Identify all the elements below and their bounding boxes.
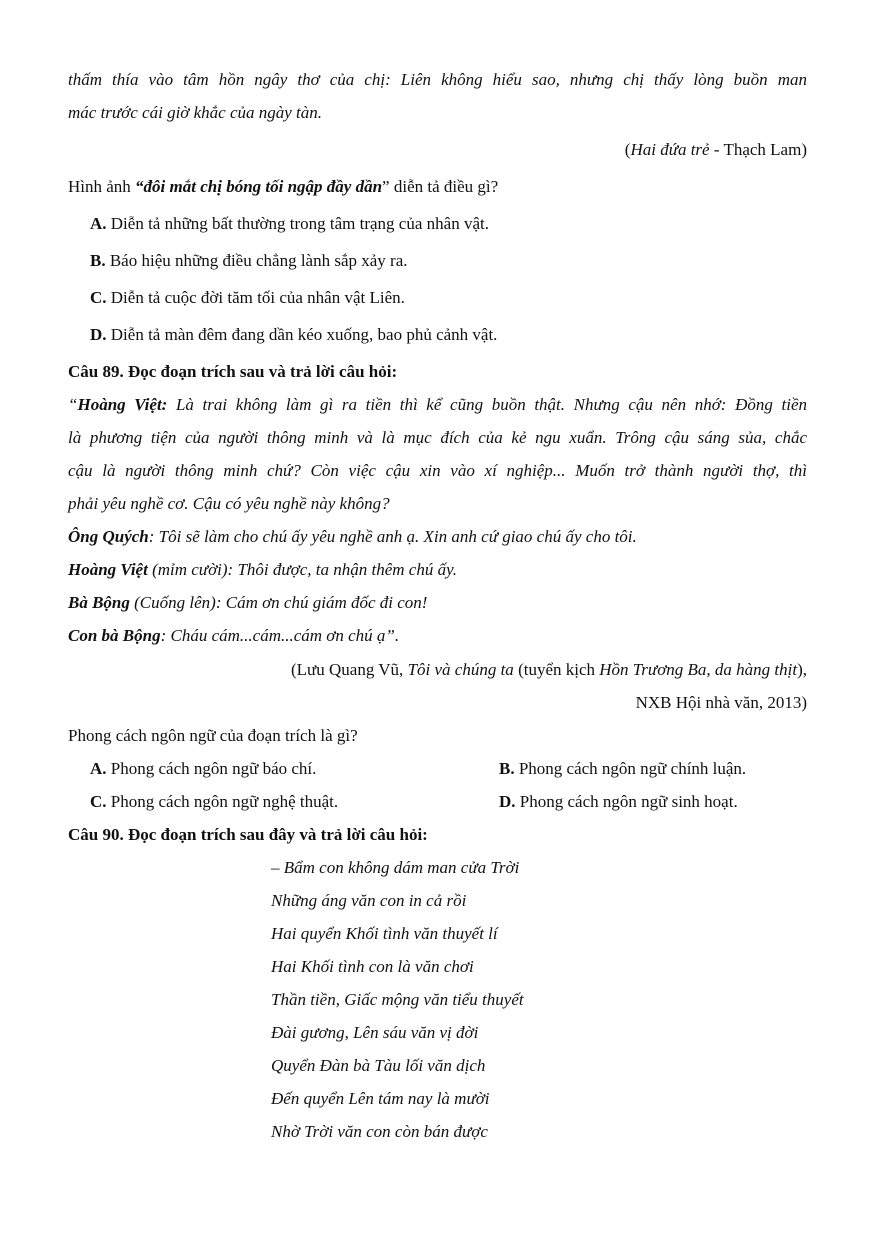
question-heading: Câu 89. Đọc đoạn trích sau và trả lời câu hỏi: xyxy=(68,362,398,381)
poem-line: Những áng văn con in cả rồi xyxy=(271,891,467,910)
answer-option-c[interactable]: C. Phong cách ngôn ngữ nghệ thuật. xyxy=(90,792,339,811)
answer-option-a[interactable]: A. Diễn tả những bất thường trong tâm trạng của nhân vật. xyxy=(90,214,489,233)
poem-line: Quyển Đàn bà Tàu lối văn dịch xyxy=(271,1056,486,1075)
poem-line: Nhờ Trời văn con còn bán được xyxy=(271,1122,488,1141)
answer-option-d[interactable]: D. Phong cách ngôn ngữ sinh hoạt. xyxy=(499,792,738,811)
poem-line: Hai quyển Khối tình văn thuyết lí xyxy=(271,924,498,943)
poem-line: Hai Khối tình con là văn chơi xyxy=(271,957,474,976)
excerpt-line: “Hoàng Việt: Là trai không làm gì ra tiền thì kể cũng buồn thật. Nhưng cậu nên nhớ: Đồng tiền xyxy=(68,395,807,414)
answer-option-a[interactable]: A. Phong cách ngôn ngữ báo chí. xyxy=(90,759,317,778)
poem-line: Thần tiền, Giấc mộng văn tiểu thuyết xyxy=(271,990,524,1009)
excerpt-line: phải yêu nghề cơ. Cậu có yêu nghề này không? xyxy=(68,494,390,513)
poem-line: Đến quyển Lên tám nay là mười xyxy=(271,1089,490,1108)
answer-option-b[interactable]: B. Báo hiệu những điều chẳng lành sắp xảy ra. xyxy=(90,251,408,270)
excerpt-line: là phương tiện của người thông minh và là mục đích của kẻ ngu xuẩn. Trông cậu sáng sủa, chắc xyxy=(68,428,807,447)
answer-option-d[interactable]: D. Diễn tả màn đêm đang dần kéo xuống, bao phủ cảnh vật. xyxy=(90,325,498,344)
dialogue-line: Bà Bộng (Cuống lên): Cám ơn chú giám đốc đi con! xyxy=(68,593,428,612)
excerpt-source: (Lưu Quang Vũ, Tôi và chúng ta (tuyển kịch Hồn Trương Ba, da hàng thịt), xyxy=(291,660,807,679)
answer-option-c[interactable]: C. Diễn tả cuộc đời tăm tối của nhân vật Liên. xyxy=(90,288,405,307)
excerpt-publisher: NXB Hội nhà văn, 2013) xyxy=(635,693,807,712)
poem-line: Đài gương, Lên sáu văn vị đời xyxy=(271,1023,479,1042)
excerpt-line: cậu là người thông minh chứ? Còn việc cậu xin vào xí nghiệp... Muốn trở thành người thợ, thì xyxy=(68,461,807,480)
dialogue-line: Con bà Bộng: Cháu cám...cám...cám ơn chú ạ”. xyxy=(68,626,400,645)
dialogue-line: Hoàng Việt (mỉm cười): Thôi được, ta nhận thêm chú ấy. xyxy=(68,560,457,579)
passage-source: (Hai đứa trẻ - Thạch Lam) xyxy=(624,140,807,159)
question-stem: Hình ảnh “đôi mắt chị bóng tối ngập đầy dần” diễn tả điều gì? xyxy=(68,177,499,196)
dialogue-line: Ông Quých: Tôi sẽ làm cho chú ấy yêu nghề anh ạ. Xin anh cứ giao chú ấy cho tôi. xyxy=(68,527,637,546)
answer-option-b[interactable]: B. Phong cách ngôn ngữ chính luận. xyxy=(499,759,747,778)
passage-line: mác trước cái giờ khắc của ngày tàn. xyxy=(68,103,323,122)
poem-line: – Bẩm con không dám man cửa Trời xyxy=(271,858,520,877)
question-heading: Câu 90. Đọc đoạn trích sau đây và trả lời câu hỏi: xyxy=(68,825,428,844)
passage-line: thấm thía vào tâm hồn ngây thơ của chị: Liên không hiểu sao, nhưng chị thấy lòng buồn man xyxy=(68,70,807,89)
question-stem: Phong cách ngôn ngữ của đoạn trích là gì? xyxy=(68,726,358,745)
